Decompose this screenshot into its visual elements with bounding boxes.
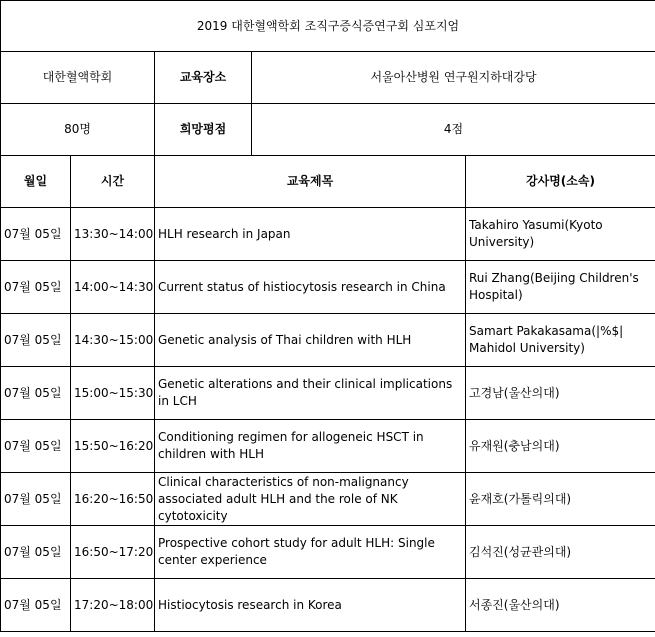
- row-date: 07월 05일: [1, 473, 71, 526]
- points-value: 4점: [252, 104, 655, 156]
- table-row: [1, 473, 655, 526]
- row-date: 07월 05일: [1, 208, 71, 261]
- row-time: 16:50~17:20: [71, 526, 155, 579]
- row-topic: Histiocytosis research in Korea: [155, 579, 466, 632]
- table-header: [1, 156, 655, 208]
- table-row: [1, 261, 655, 314]
- header-date: 월일: [1, 156, 71, 208]
- row-date: 07월 05일: [1, 526, 71, 579]
- capacity-cell: 80명: [1, 104, 155, 156]
- row-date: 07월 05일: [1, 314, 71, 367]
- points-label: 희망평점: [155, 104, 252, 156]
- row-speaker: 김석진(성균관의대): [466, 526, 655, 579]
- table-row: [1, 314, 655, 367]
- row-time: 13:30~14:00: [71, 208, 155, 261]
- row-speaker: Samart Pakakasama(|%$| Mahidol University): [466, 314, 655, 367]
- row-date: 07월 05일: [1, 579, 71, 632]
- row-time: 14:30~15:00: [71, 314, 155, 367]
- row-speaker: Takahiro Yasumi(Kyoto University): [466, 208, 655, 261]
- row-date: 07월 05일: [1, 367, 71, 420]
- info-row-venue: [1, 52, 655, 104]
- venue-value: 서울아산병원 연구원지하대강당: [252, 52, 655, 104]
- venue-label: 교육장소: [155, 52, 252, 104]
- organizer-cell: 대한혈액학회: [1, 52, 155, 104]
- row-topic: Prospective cohort study for adult HLH: Single center experience: [155, 526, 466, 579]
- row-speaker: 고경남(울산의대): [466, 367, 655, 420]
- row-speaker: 유재원(충남의대): [466, 420, 655, 473]
- table-row: [1, 579, 655, 632]
- row-time: 15:00~15:30: [71, 367, 155, 420]
- table-row: [1, 526, 655, 579]
- info-row-points: [1, 104, 655, 156]
- row-time: 16:20~16:50: [71, 473, 155, 526]
- row-time: 14:00~14:30: [71, 261, 155, 314]
- row-topic: Genetic analysis of Thai children with HLH: [155, 314, 466, 367]
- row-topic: HLH research in Japan: [155, 208, 466, 261]
- table-row: [1, 420, 655, 473]
- row-topic: Clinical characteristics of non-malignancy associated adult HLH and the role of NK cytotoxicity: [155, 473, 466, 526]
- table-row: [1, 367, 655, 420]
- row-topic: Conditioning regimen for allogeneic HSCT in children with HLH: [155, 420, 466, 473]
- row-topic: Genetic alterations and their clinical implications in LCH: [155, 367, 466, 420]
- row-time: 17:20~18:00: [71, 579, 155, 632]
- header-time: 시간: [71, 156, 155, 208]
- document-title: 2019 대한혈액학회 조직구증식증연구회 심포지엄: [1, 1, 655, 52]
- header-speaker: 강사명(소속): [466, 156, 655, 208]
- row-date: 07월 05일: [1, 420, 71, 473]
- row-date: 07월 05일: [1, 261, 71, 314]
- row-speaker: 윤재호(가톨릭의대): [466, 473, 655, 526]
- row-speaker: 서종진(울산의대): [466, 579, 655, 632]
- row-time: 15:50~16:20: [71, 420, 155, 473]
- header-topic: 교육제목: [155, 156, 466, 208]
- row-speaker: Rui Zhang(Beijing Children's Hospital): [466, 261, 655, 314]
- row-topic: Current status of histiocytosis research in China: [155, 261, 466, 314]
- table-row: [1, 208, 655, 261]
